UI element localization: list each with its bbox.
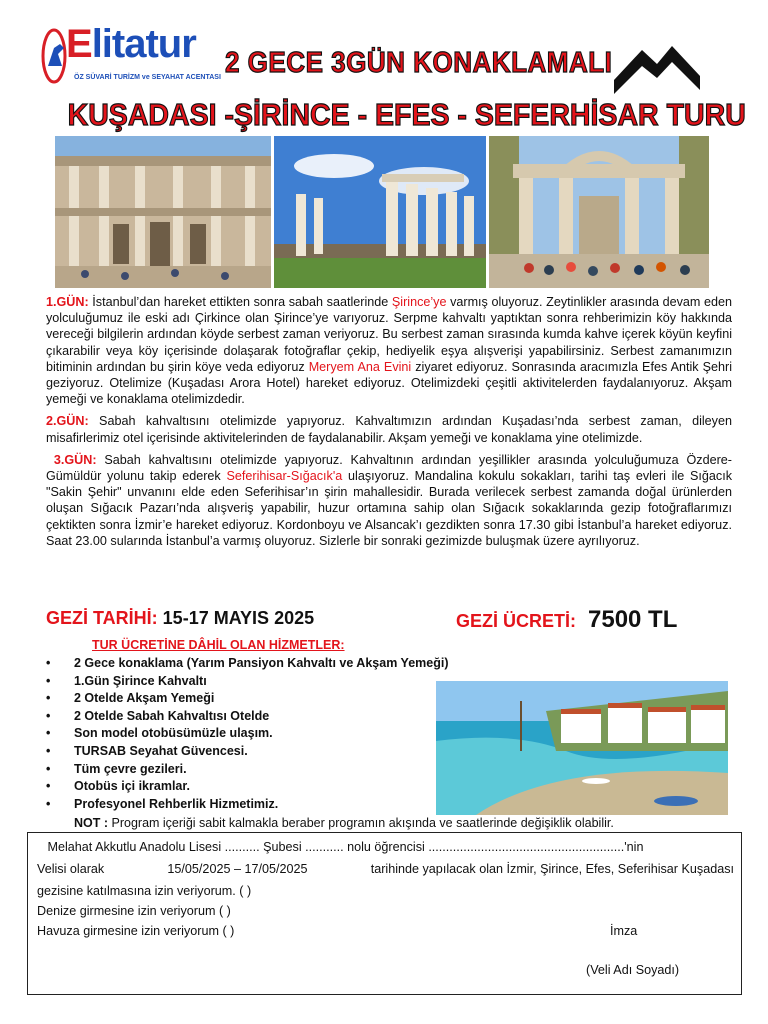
- program-note: NOT : Program içeriği sabit kalmakla beraber programın akışında ve saatlerinde değişiklik olabilir.: [74, 816, 614, 830]
- pool-permission-checkbox[interactable]: Havuza girmesine izin veriyorum ( ): [37, 924, 235, 938]
- included-services-title: TUR ÜCRETİNE DÂHİL OLAN HİZMETLER:: [92, 638, 345, 652]
- list-item: • Tüm çevre gezileri.: [46, 761, 449, 779]
- list-item: • 2 Otelde Akşam Yemeği: [46, 690, 449, 708]
- parent-name-label: (Veli Adı Soyadı): [586, 963, 680, 977]
- list-item: • 2 Otelde Sabah Kahvaltısı Otelde: [46, 708, 449, 726]
- brand-subtitle: ÖZ SÜVARİ TURİZM ve SEYAHAT ACENTASI: [74, 74, 221, 81]
- sea-permission-checkbox[interactable]: Denize girmesine izin veriyorum ( ): [37, 904, 231, 918]
- list-item: • TURSAB Seyahat Güvencesi.: [46, 743, 449, 761]
- trip-permission-checkbox[interactable]: gezisine katılmasına izin veriyorum. ( ): [37, 884, 252, 898]
- mountain-logo-icon: [612, 30, 702, 100]
- list-item: • Otobüs içi ikramlar.: [46, 778, 449, 796]
- list-item: • 2 Gece konaklama (Yarım Pansiyon Kahvaltı ve Akşam Yemeği): [46, 655, 449, 673]
- signature-label: İmza: [610, 924, 638, 938]
- ancient-columns-photo: [274, 136, 486, 288]
- library-of-celsus-photo: [55, 136, 271, 288]
- headline-duration: 2 GECE 3GÜN KONAKLAMALI: [225, 47, 613, 79]
- form-parent-line: Velisi olarak 15/05/2025 – 17/05/2025 tarihinde yapılacak olan İzmir, Şirince, Efes, Seferihisar Kuşadası: [37, 862, 734, 876]
- day3-paragraph: 3.GÜN: Sabah kahvaltısını otelimizde yapıyoruz. Kahvaltının ardından yeşillikler arasında yolculuğumuza Özdere-Gümüldür yolunu takip ederek Seferihisar-Sığacık'a ulaşıyoruz. Mandalina kokulu sokakları, tarihi taş evleri ile Sığacık "Sakin Şehir" unvanını elde eden Seferihisar’ın şirin mahallesidir. Burada verilecek serbest zamanda doğal ürünlerden oluşan Sığacık Pazarı’nda alışveriş yapabilir, huzur ortamına sahip olan Sığacık sokaklarında gezip fotoğraflarımızı çektikten sonra İzmir’e hareket ediyoruz. Kordonboyu ve Alsancak’ı gezdikten sonra 17.30 gibi İstanbul’a hareket ediyoruz. Saat 23.00 sularında İstanbul’a varmış oluyoruz. Sizlerle bir sonraki gezimizde buluşmak üzere ayrılıyoruz.: [46, 452, 732, 548]
- trip-price: GEZİ ÜCRETİ: 7500 TL: [456, 606, 678, 633]
- temple-of-hadrian-photo: [489, 136, 709, 288]
- included-services-list: [46, 655, 449, 813]
- day1-paragraph: 1.GÜN: İstanbul’dan hareket ettikten sonra sabah saatlerinde Şirince’ye varmış oluyoruz. Zeytinlikler arasında devam eden yolculuğumuz ile eski adı Çirkince olan Şirince’ye varıyoruz. Serpme kahvaltı yaptıktan sonra rehberimizin köy hakkında vereceği bilgilerin ardından köyde serbest zaman veriyoruz. Bu serbest zaman sırasında kumda kahve içerek köyün keyfini çıkarabilir veya köy içerisinde dolaşarak fotoğraflar çekip, hediyelik eşya alışverişi yapabilirsiniz. Serbest zamanımızın bitiminin ardından bu şirin köye veda ediyoruz Meryem Ana Evini ziyaret ediyoruz. Sonrasında aracımızla Efes Antik Şehri geziyoruz. Otelimize (Kuşadası Arora Hotel) hareket ediyoruz. Otelimizdeki çeşitli aktivitelerden faydalanıyoruz. Akşam yemeği ve konaklama otelimizdedir.: [46, 295, 732, 407]
- list-item: • Son model otobüsümüzle ulaşım.: [46, 725, 449, 743]
- sigacik-beach-photo: [436, 681, 728, 815]
- itinerary-text: [46, 294, 732, 549]
- list-item: • Profesyonel Rehberlik Hizmetimiz.: [46, 796, 449, 814]
- elitatur-logo: [40, 22, 221, 88]
- trip-date: GEZİ TARİHİ: 15-17 MAYIS 2025: [46, 608, 315, 628]
- list-item: • 1.Gün Şirince Kahvaltı: [46, 673, 449, 691]
- day2-paragraph: 2.GÜN: Sabah kahvaltısını otelimizde yapıyoruz. Kahvaltımızın ardından Kuşadası’nda serbest zaman, dileyen misafirlerimiz otel içerisinde aktivitelerinden de faydalanabilir. Akşam yemeği ve konaklama yine otelimizde.: [46, 414, 732, 445]
- brand-name: Elitatur: [66, 22, 196, 66]
- headline-tour-name: KUŞADASI -ŞİRİNCE - EFES - SEFERHİSAR TURU: [67, 97, 746, 132]
- form-student-line: Melahat Akkutlu Anadolu Lisesi .......... Şubesi ........... nolu öğrencisi ........................................................'nin: [47, 840, 644, 854]
